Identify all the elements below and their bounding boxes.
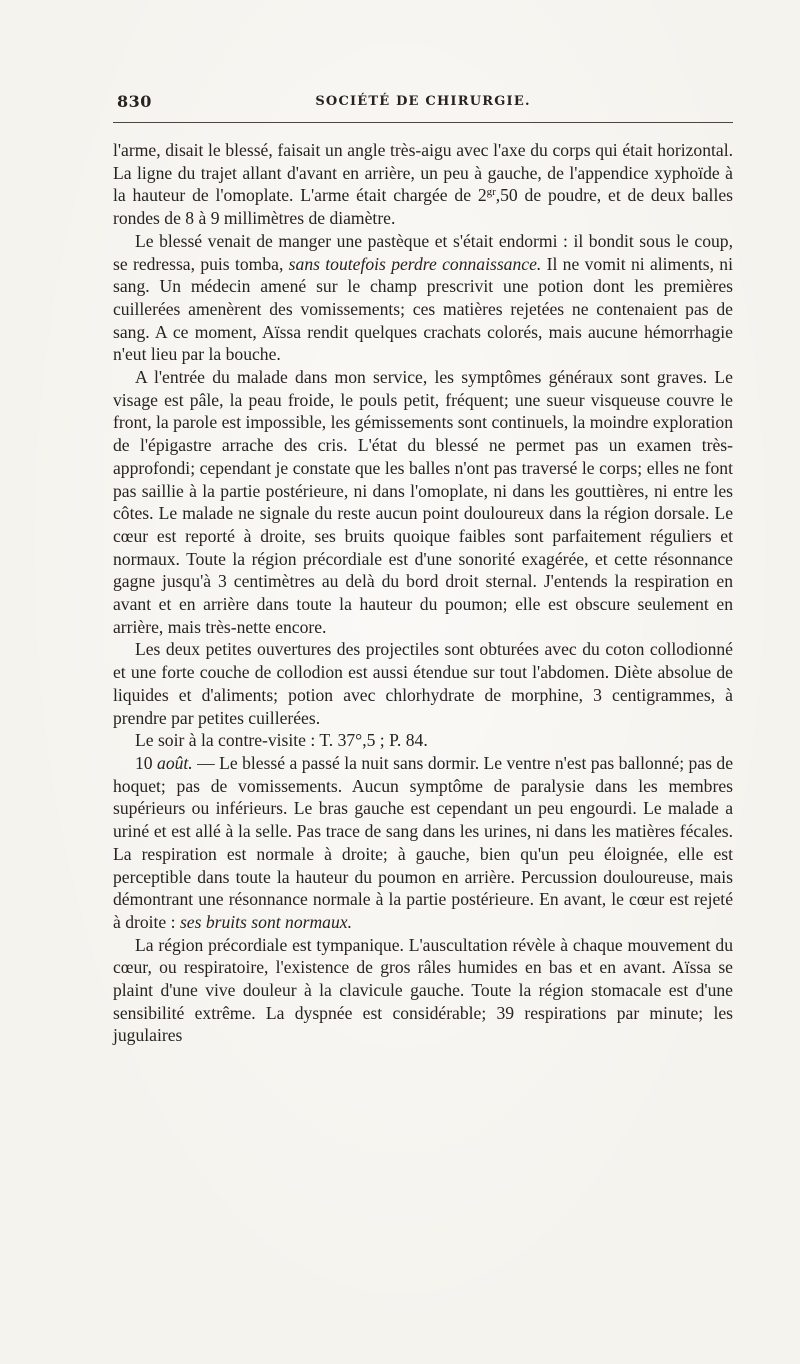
- paragraph: [113, 638, 733, 729]
- paragraph: [113, 139, 733, 230]
- text-segment: Le soir à la contre-visite : T. 37°,5 ; P. 84.: [135, 730, 428, 751]
- running-head: [117, 92, 729, 114]
- text-segment: Les deux petites ouvertures des projectiles sont obturées avec du coton collodionné et une forte couche de collodion est aussi étendue sur tout l'abdomen. Diète absolue de liquides et d'aliments; potion avec chlorhydrate de morphine, 3 centigrammes, à prendre par petites cuillerées.: [113, 639, 733, 728]
- text-segment: ses bruits sont normaux.: [179, 911, 352, 932]
- paragraph: [113, 366, 733, 638]
- header-rule: [113, 122, 733, 123]
- text-segment: La région précordiale est tympanique. L'auscultation révèle à chaque mouvement du cœur, ou respiratoire, l'existence de gros râles humides en bas et en avant. Aïssa se plaint d'une vive douleur à la clavicule gauche. Toute la région stomacale est d'une sensibilité extrême. La dyspnée est considérable; 39 respirations par minute; les jugulaires: [113, 934, 733, 1046]
- page-number: 830: [117, 92, 152, 111]
- paragraph: [113, 752, 733, 934]
- text-segment: ,50 de poudre, et de deux balles rondes de 8 à 9 millimètres de diamètre.: [113, 185, 733, 229]
- body-text: [113, 139, 733, 1047]
- paragraph: [113, 729, 733, 752]
- paragraph: [113, 230, 733, 366]
- text-segment: Il ne vomit ni aliments, ni sang. Un médecin amené sur le champ prescrivit une potion dont les premières cuillerées amenèrent des vomissements; ces matières rejetées ne contenaient pas de sang. A ce moment, Aïssa rendit quelques crachats colorés, mais aucune hémorrhagie n'eut lieu par la bouche.: [113, 253, 733, 365]
- text-segment: A l'entrée du malade dans mon service, les symptômes généraux sont graves. Le visage est pâle, la peau froide, le pouls petit, fréquent; une sueur visqueuse couvre le front, la parole est impossible, les gémissements sont continuels, la moindre exploration de l'épigastre arrache des cris. L'état du blessé ne permet pas un examen très-approfondi; cependant je constate que les balles n'ont pas traversé le corps; elles ne font pas saillie à la partie postérieure, ni dans l'omoplate, ni dans les gouttières, ni entre les côtes. Le malade ne signale du reste aucun point douloureux dans la région dorsale. Le cœur est reporté à droite, ses bruits quoique faibles sont parfaitement réguliers et normaux. Toute la région précordiale est d'une sonorité exagérée, et cette résonnance gagne jusqu'à 3 centimètres au delà du bord droit sternal. J'entends la respiration en avant et en arrière dans toute la hauteur du poumon; elle est obscure seulement en arrière, mais très-nette encore.: [113, 367, 733, 637]
- text-segment: l'arme, disait le blessé, faisait un angle très-aigu avec l'axe du corps qui était horizontal. La ligne du trajet allant d'avant en arrière, un peu à gauche, de l'appendice xyphoïde à la hauteur de l'omoplate. L'arme était chargée de 2: [113, 140, 733, 206]
- text-segment: — Le blessé a passé la nuit sans dormir. Le ventre n'est pas ballonné; pas de hoquet; pas de vomissements. Aucun symptôme de paralysie dans les membres supérieurs ou inférieurs. Le bras gauche est cependant un peu engourdi. Le malade a uriné et est allé à la selle. Pas trace de sang dans les urines, ni dans les matières fécales. La respiration est normale à droite; à gauche, bien qu'un peu éloignée, elle est perceptible dans toute la hauteur du poumon en arrière. Percussion douloureuse, mais démontrant une résonnance normale à la partie postérieure. En avant, le cœur est rejeté à droite :: [113, 752, 734, 932]
- text-segment: gr: [486, 186, 496, 199]
- text-segment: août.: [157, 752, 193, 773]
- text-segment: 10: [135, 752, 158, 773]
- text-segment: Le blessé venait de manger une pastèque et s'était endormi : il bondit sous le coup, se redressa, puis tomba,: [113, 230, 733, 274]
- paragraph: [113, 934, 733, 1048]
- text-segment: sans toutefois perdre connaissance.: [288, 253, 542, 274]
- running-title: SOCIÉTÉ DE CHIRURGIE.: [315, 94, 531, 109]
